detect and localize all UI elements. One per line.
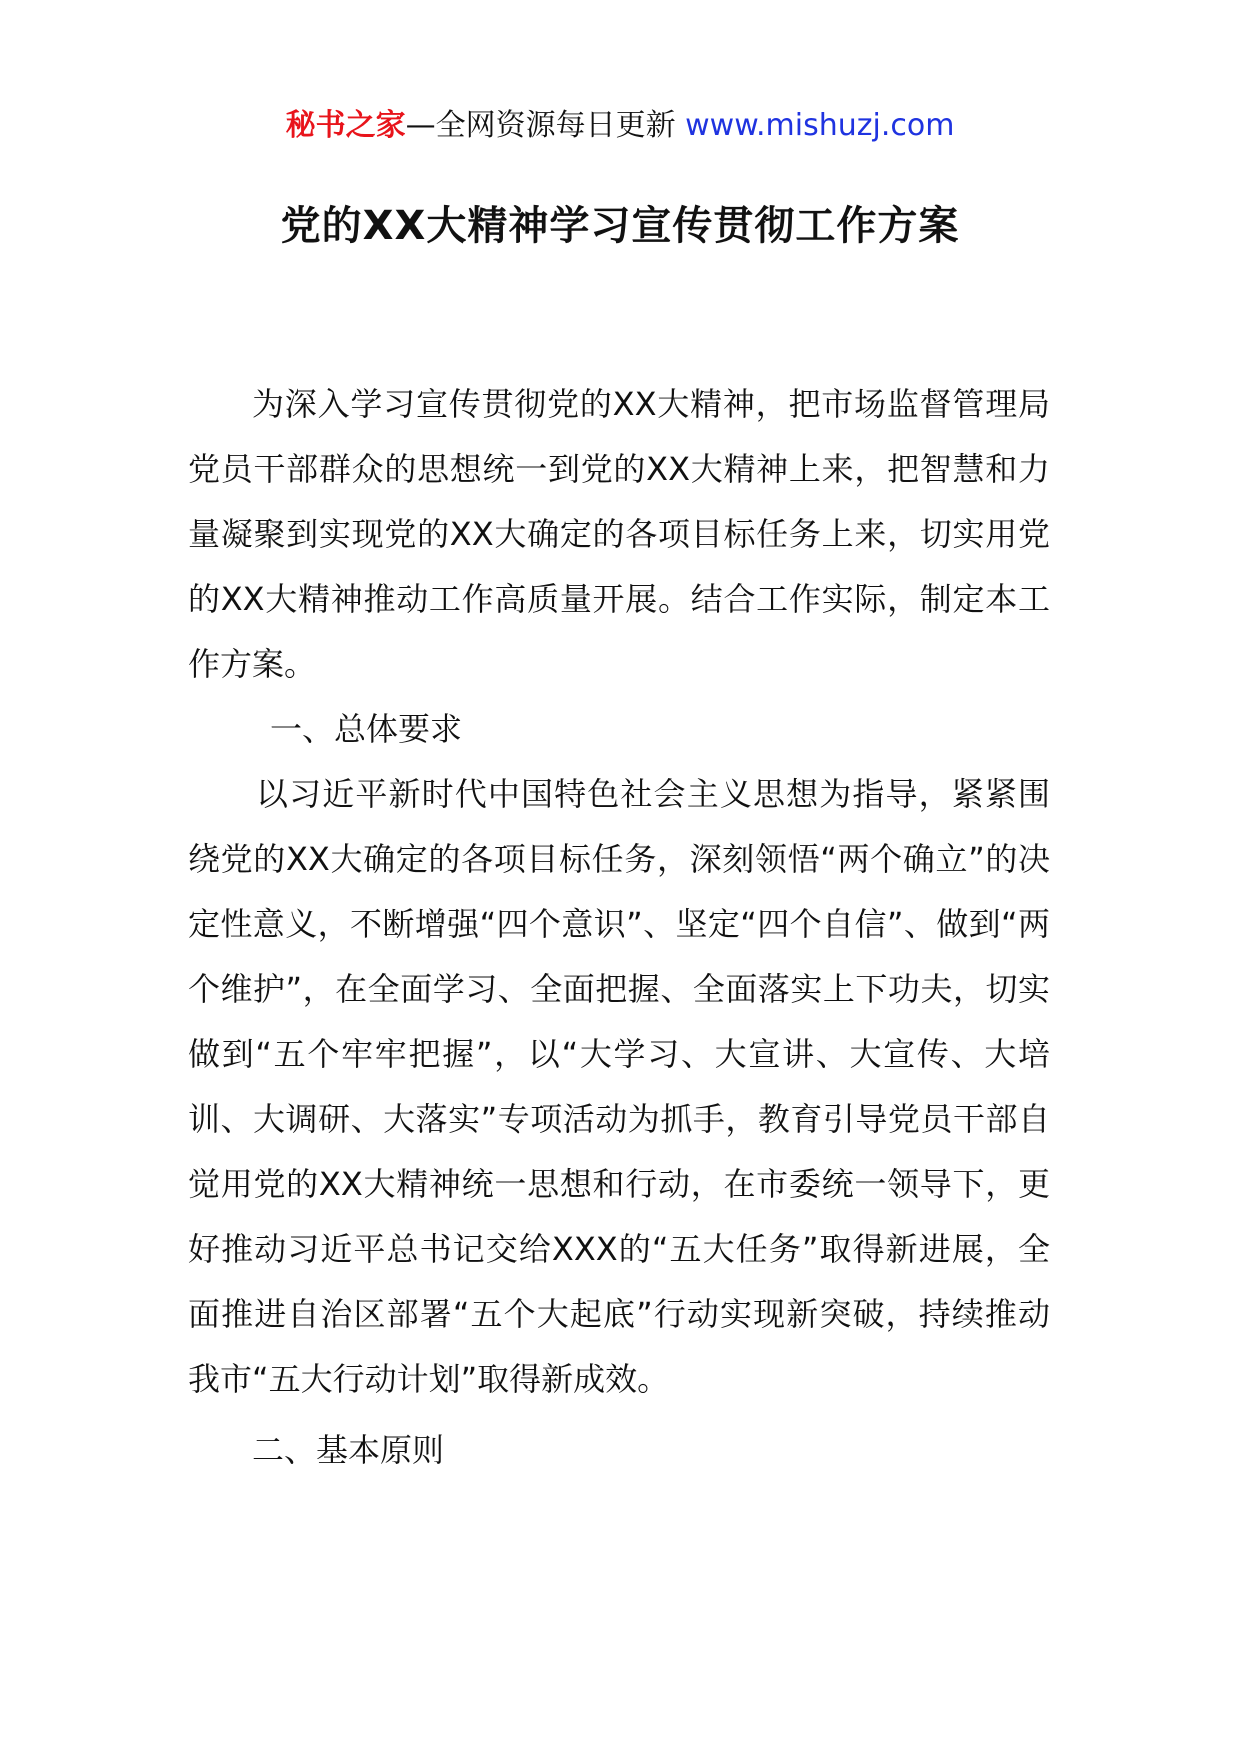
site-header bbox=[0, 104, 1240, 148]
section-heading-basic-principles: 二、基本原则 bbox=[252, 1431, 445, 1469]
section-heading-overall-requirements: 一、总体要求 bbox=[270, 710, 463, 748]
intro-paragraph: 为深入学习宣传贯彻党的XX大精神，把市场监督管理局党员干部群众的思想统一到党的XX大精神上来，把智慧和力量凝聚到实现党的XX大确定的各项目标任务上来，切实用党的XX大精神推动工作高质量开展。结合工作实际，制定本工作方案。 bbox=[188, 385, 1050, 683]
brand-name: 秘书之家 bbox=[285, 108, 406, 143]
document-body bbox=[188, 372, 1050, 1483]
header-tagline: —全网资源每日更新 bbox=[405, 108, 686, 143]
site-url-link[interactable]: www.mishuzj.com bbox=[685, 108, 955, 143]
section-paragraph-overall-requirements: 以习近平新时代中国特色社会主义思想为指导，紧紧围绕党的XX大确定的各项目标任务，深刻领悟“两个确立”的决定性意义，不断增强“四个意识”、坚定“四个自信”、做到“两个维护”，在全面学习、全面把握、全面落实上下功夫，切实做到“五个牢牢把握”，以“大学习、大宣讲、大宣传、大培训、大调研、大落实”专项活动为抓手，教育引导党员干部自觉用党的XX大精神统一思想和行动，在市委统一领导下，更好推动习近平总书记交给XXX的“五大任务”取得新进展，全面推进自治区部署“五个大起底”行动实现新突破，持续推动我市“五大行动计划”取得新成效。 bbox=[188, 775, 1050, 1398]
document-title: 党的XX大精神学习宣传贯彻工作方案 bbox=[280, 203, 960, 249]
